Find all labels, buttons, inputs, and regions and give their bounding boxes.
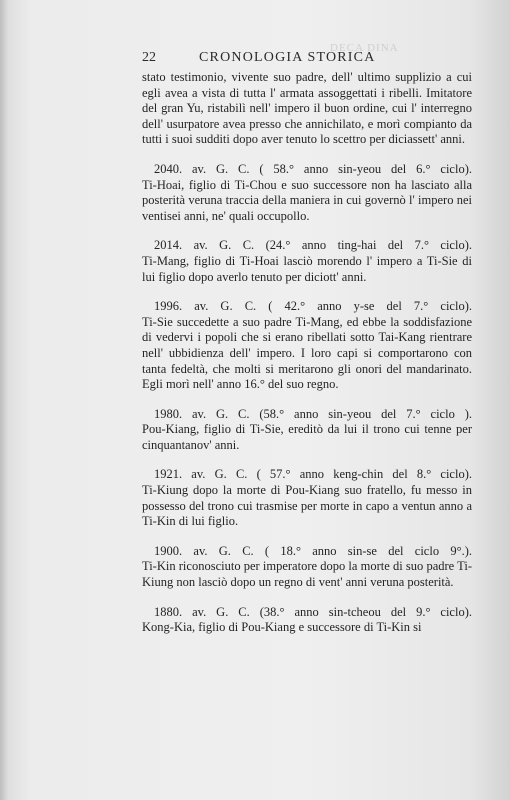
chronology-entry: [142, 238, 472, 285]
entry-text: Ti-Sie succedette a suo padre Ti-Mang, ed ebbe la soddisfazione di vedervi i popoli che si erano ribellati sotto Tai-Kang rientrare nell' ubbidienza dell' impero. I loro capi si comportarono con tanta fedeltà, che molti si meritarono gli onori del mandarinato. Egli morì nell' anno 16.° del suo regno.: [142, 314, 472, 392]
entry-date-heading: 1921. av. G. C. ( 57.° anno keng-chin del 8.° ciclo).: [154, 467, 472, 482]
running-head: CRONOLOGIA STORICA: [199, 50, 376, 65]
entry-text: Ti-Kin riconosciuto per imperatore dopo la morte di suo padre Ti-Kiung non lasciò dopo un regno di vent' anni veruna posterità.: [142, 559, 472, 590]
chronology-entry: [142, 299, 472, 393]
body-text: [142, 70, 472, 650]
entry-text: Ti-Mang, figlio di Ti-Hoai lasciò morendo l' impero a Ti-Sie di lui figlio dopo averlo tenuto per diciott' anni.: [142, 253, 472, 284]
entry-text: Ti-Hoai, figlio di Ti-Chou e suo successore non ha lasciato alla posterità veruna traccia della maniera in cui governò l' impero nei ventisei anni, ne' quali occupollo.: [142, 177, 472, 223]
entry-date-heading: 1900. av. G. C. ( 18.° anno sin-se del ciclo 9°.).: [154, 543, 472, 558]
entry-date-heading: 1980. av. G. C. (58.° anno sin-yeou del 7.° ciclo ).: [154, 406, 472, 421]
chronology-entry: [142, 407, 472, 454]
bleed-through-text: DECA DINA: [330, 42, 399, 54]
entry-text: Pou-Kiang, figlio di Ti-Sie, ereditò da lui il trono cui tenne per cinquantanov' anni.: [142, 422, 472, 452]
chronology-entry: [142, 162, 472, 224]
entry-text: Kong-Kia, figlio di Pou-Kiang e successore di Ti-Kin si: [142, 620, 422, 635]
chronology-entry: [142, 544, 472, 591]
entry-date-heading: 2040. av. G. C. ( 58.° anno sin-yeou del 6.° ciclo).: [154, 161, 472, 176]
entry-date-heading: 2014. av. G. C. (24.° anno ting-hai del 7.° ciclo).: [154, 238, 472, 253]
chronology-entry: [142, 467, 472, 529]
entry-date-heading: 1996. av. G. C. ( 42.° anno y-se del 7.° ciclo).: [154, 299, 472, 314]
page-header: [142, 50, 472, 68]
entry-text: Ti-Kiung dopo la morte di Pou-Kiang suo fratello, fu messo in possesso del trono cui trasmise per morte in capo a ventun anno a Ti-Kin di lui figlio.: [142, 483, 472, 529]
page-number: 22: [142, 50, 156, 65]
intro-paragraph: stato testimonio, vivente suo padre, dell' ultimo supplizio a cui egli avea a vista di tutta l' armata assoggettati i ribelli. Imitatore del gran Yu, ristabilì nell' impero il buon ordine, cui l' interregno dell' usurpatore avea presso che annichilato, e morì compianto da tutti i suoi sudditi dopo aver tenuto lo scettro per diciassett' anni.: [142, 70, 472, 147]
chronology-entry: [142, 605, 472, 636]
entry-date-heading: 1880. av. G. C. (38.° anno sin-tcheou del 9.° ciclo).: [154, 604, 472, 619]
